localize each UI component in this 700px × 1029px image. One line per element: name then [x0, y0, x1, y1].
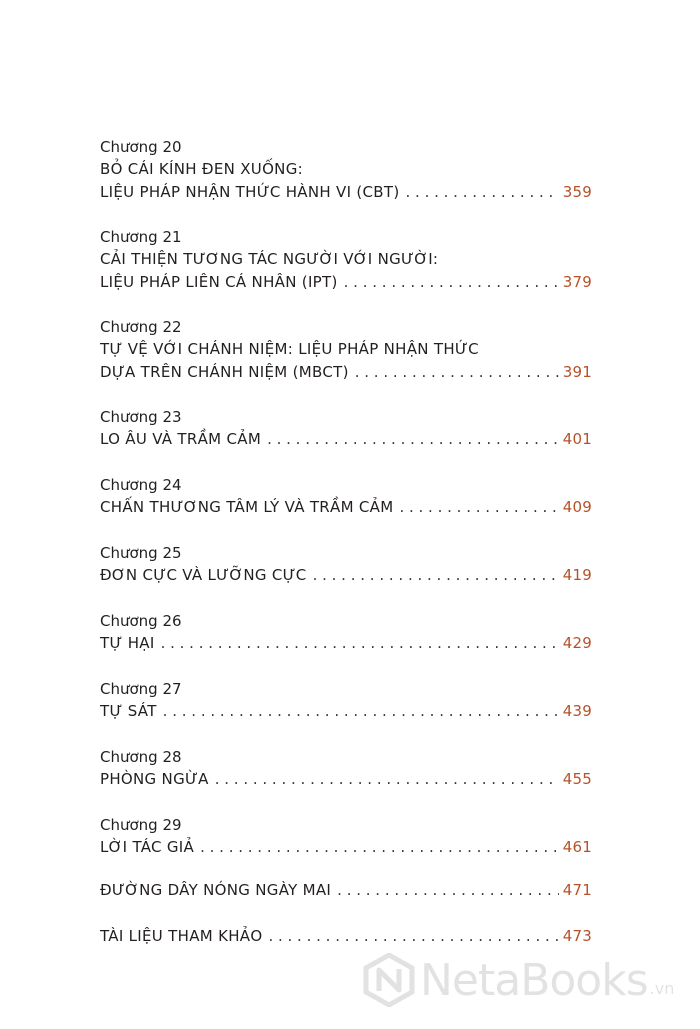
- watermark-suffix: .vn: [649, 979, 675, 998]
- leader-dots: [163, 700, 559, 723]
- toc-entry-chapter-21[interactable]: [100, 226, 592, 294]
- toc-title-line: [100, 361, 592, 384]
- toc-title-line: [100, 496, 592, 519]
- toc-entry-chapter-23[interactable]: [100, 406, 592, 451]
- toc-title-line: [100, 700, 592, 723]
- toc-entry-chapter-20[interactable]: [100, 136, 592, 204]
- toc-title-text: CẢI THIỆN TƯƠNG TÁC NGƯỜI VỚI NGƯỜI:: [100, 250, 439, 268]
- toc-title-line: [100, 768, 592, 791]
- leader-dots: [399, 496, 558, 519]
- leader-dots: [355, 361, 559, 384]
- toc-entry-chapter-25[interactable]: [100, 542, 592, 587]
- chapter-label: Chương 23: [100, 408, 182, 426]
- toc-entry-chapter-26[interactable]: [100, 610, 592, 655]
- page-number: 439: [562, 702, 592, 720]
- leader-dots: [267, 428, 559, 451]
- page-number: 359: [562, 183, 592, 201]
- chapter-label: Chương 29: [100, 816, 182, 834]
- toc-title-line: [100, 428, 592, 451]
- toc-title-text: BỎ CÁI KÍNH ĐEN XUỐNG:: [100, 160, 303, 178]
- netabooks-watermark: [362, 950, 674, 1010]
- leader-dots: [406, 181, 559, 204]
- chapter-label: Chương 21: [100, 228, 182, 246]
- toc-title-line: [100, 836, 592, 859]
- toc-title-line: [100, 158, 592, 181]
- leader-dots: [268, 925, 558, 948]
- toc-entry-chapter-22[interactable]: [100, 316, 592, 384]
- page-number: 409: [562, 498, 592, 516]
- leader-dots: [337, 879, 559, 902]
- toc-entry-chapter-29[interactable]: [100, 814, 592, 859]
- page-number: 471: [562, 881, 592, 899]
- toc-title-line: [100, 632, 592, 655]
- page-number: 391: [562, 363, 592, 381]
- toc-title-text: ĐƯỜNG DÂY NÓNG NGÀY MAI: [100, 881, 332, 899]
- page-number: 401: [562, 430, 592, 448]
- toc-title-text: LIỆU PHÁP NHẬN THỨC HÀNH VI (CBT): [100, 183, 400, 201]
- toc-title-text: ĐƠN CỰC VÀ LƯỠNG CỰC: [100, 566, 307, 584]
- page-number: 473: [562, 927, 592, 945]
- toc-title-line: [100, 181, 592, 204]
- toc-title-text: LO ÂU VÀ TRẦM CẢM: [100, 430, 262, 448]
- toc-title-text: LIỆU PHÁP LIÊN CÁ NHÂN (IPT): [100, 273, 338, 291]
- toc-title-line: [100, 879, 592, 902]
- toc-entry-references[interactable]: [100, 925, 592, 948]
- chapter-label: Chương 22: [100, 318, 182, 336]
- watermark-brand: NetaBooks: [420, 954, 648, 1006]
- chapter-label: Chương 25: [100, 544, 182, 562]
- toc-title-line: [100, 564, 592, 587]
- netabooks-logo-icon: [362, 953, 416, 1007]
- toc-entry-chapter-24[interactable]: [100, 474, 592, 519]
- chapter-label: Chương 24: [100, 476, 182, 494]
- toc-entry-hotline[interactable]: [100, 879, 592, 902]
- toc-entry-chapter-28[interactable]: [100, 746, 592, 791]
- toc-entry-chapter-27[interactable]: [100, 678, 592, 723]
- toc-title-text: DỰA TRÊN CHÁNH NIỆM (MBCT): [100, 363, 349, 381]
- toc-title-text: TÀI LIỆU THAM KHẢO: [100, 927, 263, 945]
- chapter-label: Chương 20: [100, 138, 182, 156]
- leader-dots: [161, 632, 559, 655]
- toc-title-text: TỰ SÁT: [100, 702, 157, 720]
- page-number: 429: [562, 634, 592, 652]
- page-number: 455: [562, 770, 592, 788]
- leader-dots: [344, 271, 559, 294]
- leader-dots: [215, 768, 559, 791]
- toc-title-line: [100, 271, 592, 294]
- toc-title-text: CHẤN THƯƠNG TÂM LÝ VÀ TRẦM CẢM: [100, 498, 394, 516]
- toc-title-text: PHÒNG NGỪA: [100, 770, 209, 788]
- page-number: 379: [562, 273, 592, 291]
- toc-title-text: LỜI TÁC GIẢ: [100, 838, 195, 856]
- leader-dots: [313, 564, 559, 587]
- toc-title-text: TỰ HẠI: [100, 634, 155, 652]
- page-number: 419: [562, 566, 592, 584]
- chapter-label: Chương 27: [100, 680, 182, 698]
- toc-title-line: [100, 338, 592, 361]
- toc-title-line: [100, 925, 592, 948]
- chapter-label: Chương 28: [100, 748, 182, 766]
- chapter-label: Chương 26: [100, 612, 182, 630]
- page-number: 461: [562, 838, 592, 856]
- toc-title-text: TỰ VỆ VỚI CHÁNH NIỆM: LIỆU PHÁP NHẬN THỨC: [100, 340, 479, 358]
- toc-title-line: [100, 248, 592, 271]
- leader-dots: [200, 836, 559, 859]
